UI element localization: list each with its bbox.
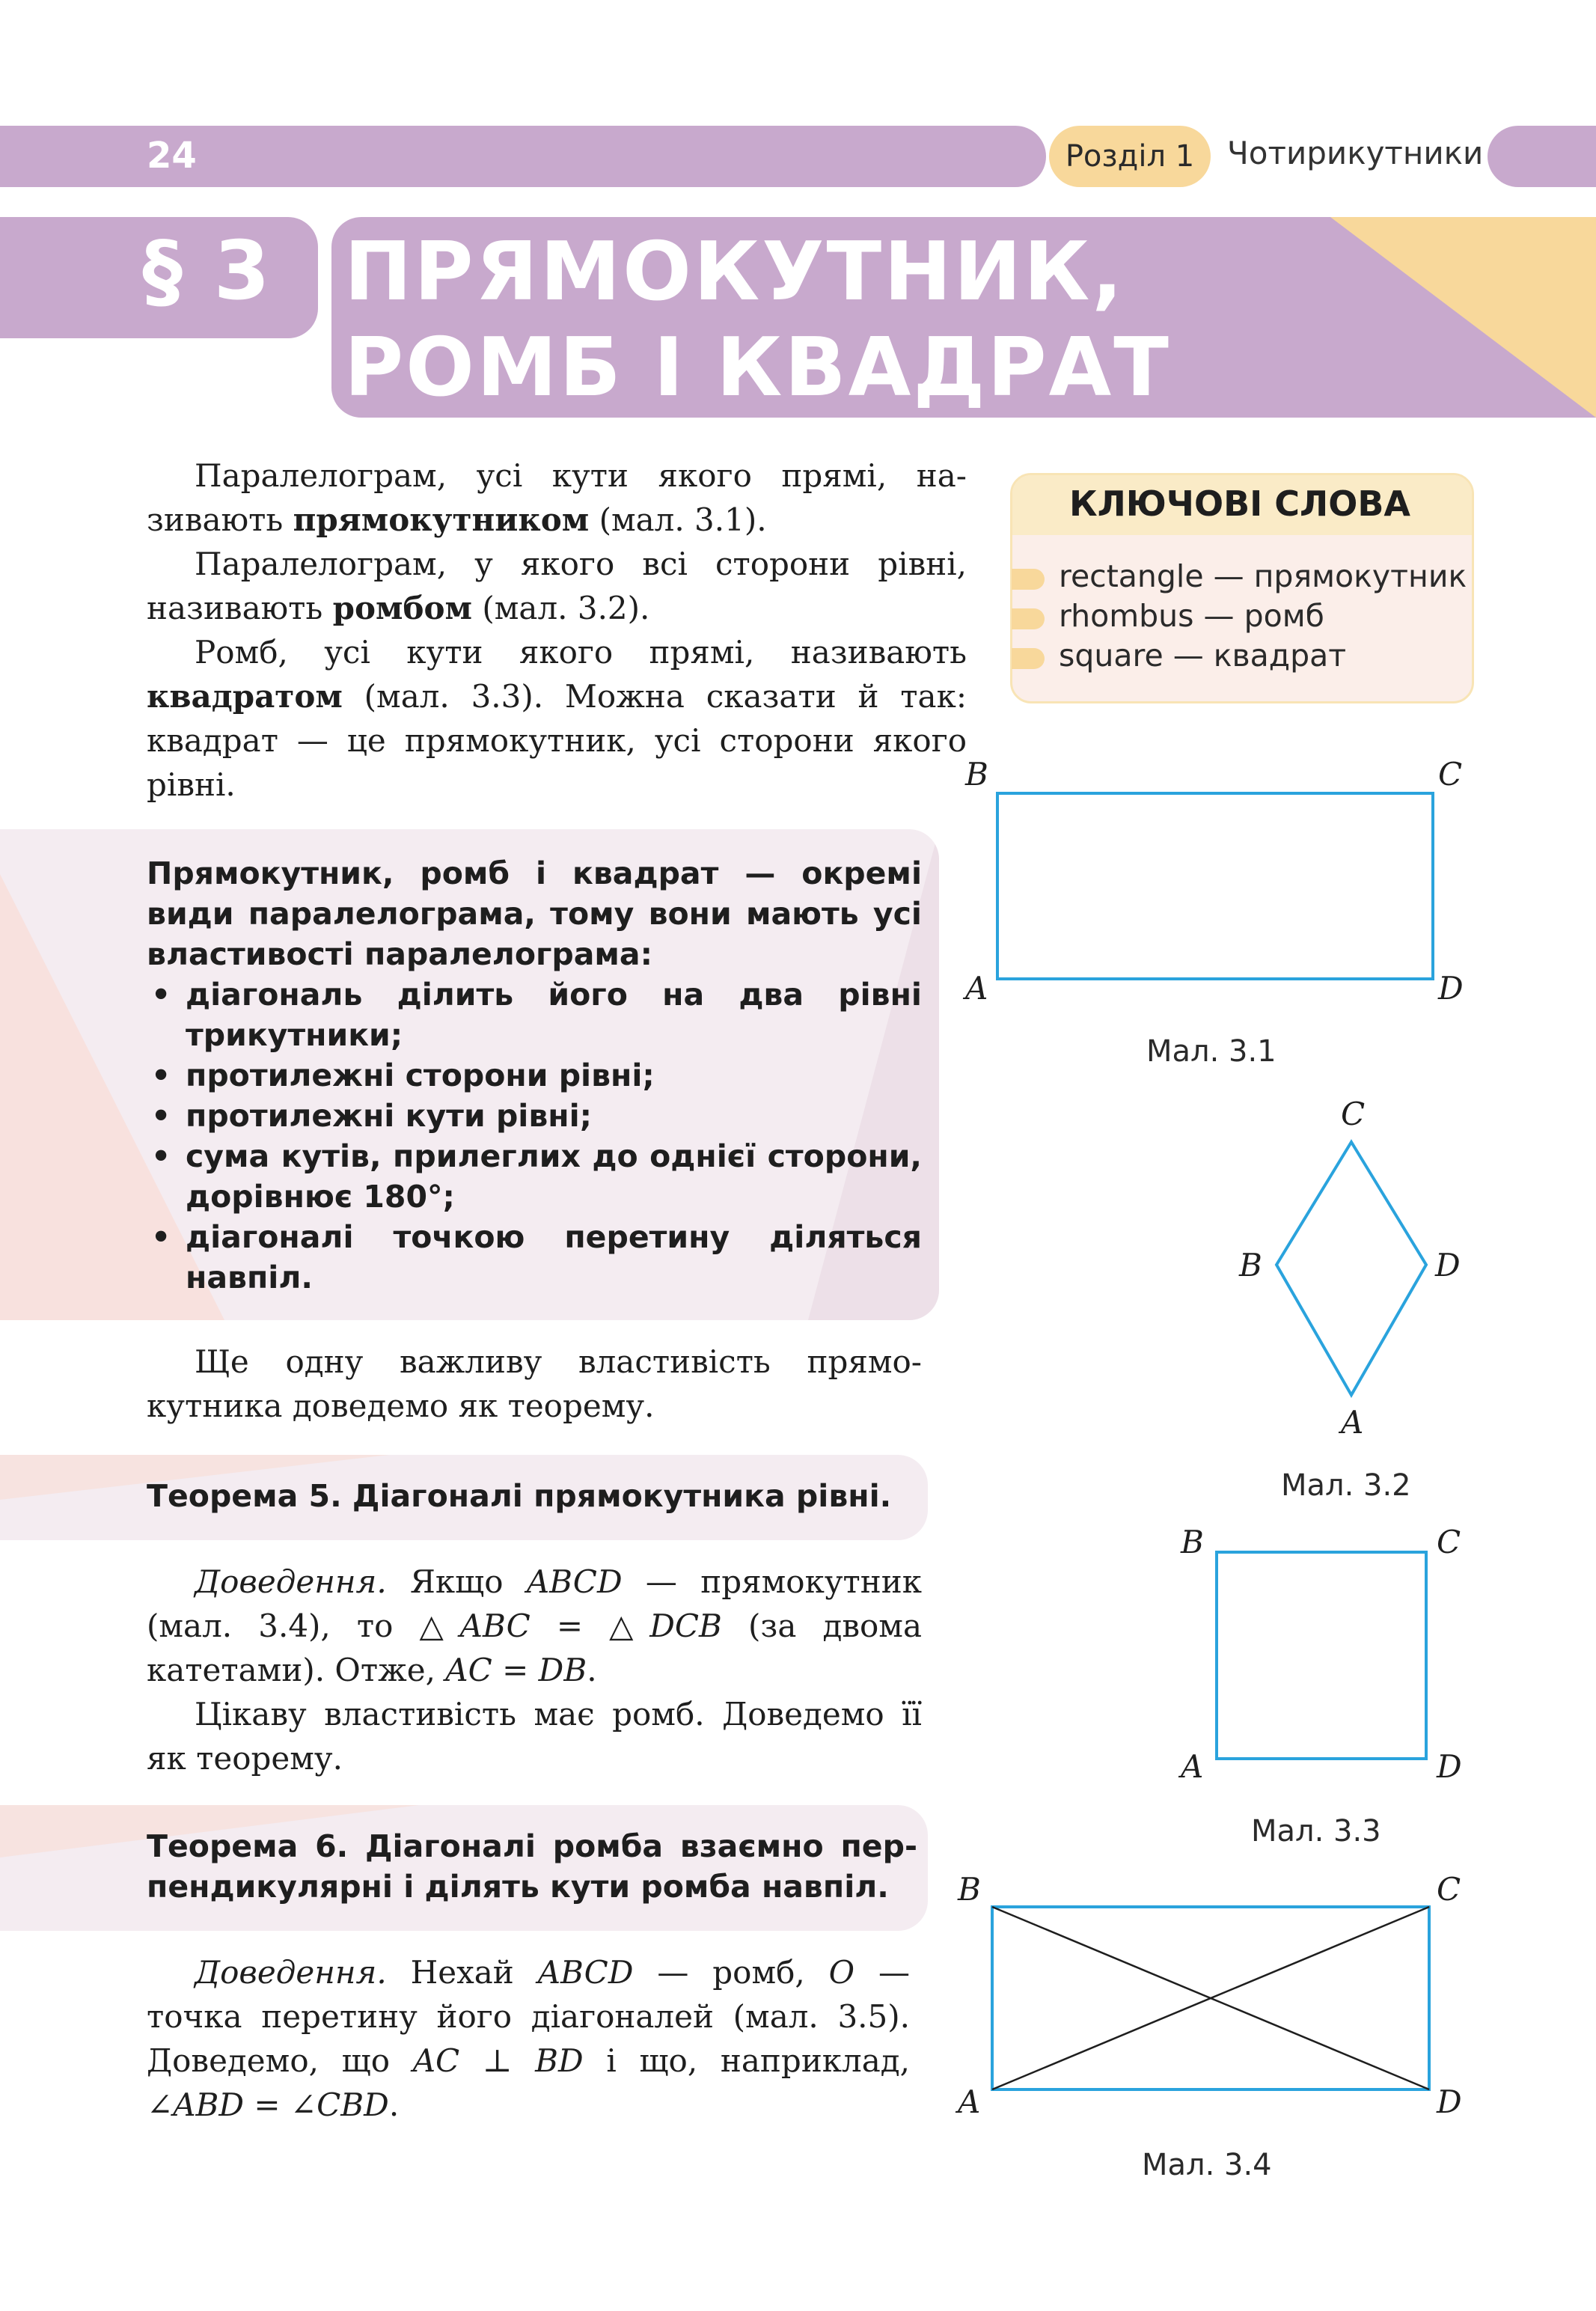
properties-list: [147, 974, 922, 1298]
vertex-label-d: D: [1435, 1247, 1461, 1283]
header-band-end: [1488, 126, 1596, 187]
figure-3-4: [988, 1893, 1452, 2110]
vertex-label-a: A: [958, 2083, 981, 2120]
property-item: • діагональ ділить його на два рівні трикутники;: [147, 974, 922, 1055]
definition-square: Ромб, усі кути якого прямі, називають квадратом (мал. 3.3). Можна сказати й так: квадрат — це прямокутник, усі сторони якого рівні.: [147, 634, 967, 803]
keyword-bullet: [1012, 608, 1045, 629]
rhombus-shape: [1277, 1142, 1426, 1395]
figure-caption: Мал. 3.2: [1281, 1468, 1411, 1503]
vertex-label-b: B: [958, 1871, 981, 1908]
property-item: • діагоналі точкою перетину діляться навпіл.: [147, 1217, 922, 1298]
section-label: Розділ 1: [1049, 126, 1211, 187]
bridge-text-1: Ще одну важливу властивість прямокутника доведемо як теорему.: [147, 1343, 922, 1424]
keyword-bullet: [1012, 569, 1045, 590]
title-decoration: [1330, 217, 1596, 418]
vertex-label-c: C: [1341, 1096, 1366, 1132]
page-title: [344, 225, 1171, 416]
page-title-line2: РОМБ І КВАДРАТ: [344, 321, 1171, 415]
keyword-item: rectangle — прямокутник: [1059, 558, 1467, 594]
page-title-line1: ПРЯМОКУТНИК,: [344, 225, 1125, 319]
vertex-label-d: D: [1437, 2083, 1462, 2120]
figure-caption: Мал. 3.1: [1146, 1034, 1277, 1069]
properties-text: [147, 853, 922, 1298]
intro-text: [147, 454, 967, 807]
figure-caption: Мал. 3.3: [1251, 1814, 1381, 1849]
properties-lead: Прямокутник, ромб і квадрат — окремі види паралелограма, тому вони мають усі властивості паралелограма:: [147, 855, 922, 972]
proof-6: Доведення. Нехай ABCD — ромб, O — точка перетину його діагоналей (мал. 3.5). Доведемо, що AC ⊥ BD і що, наприклад, ∠ABD = ∠CBD.: [147, 1954, 911, 2123]
vertex-label-b: B: [1239, 1247, 1262, 1283]
vertex-label-b: B: [965, 756, 988, 793]
keyword-item: rhombus — ромб: [1059, 598, 1324, 634]
vertex-label-c: C: [1437, 1524, 1461, 1560]
vertex-label-d: D: [1438, 970, 1464, 1007]
property-item: • протилежні сторони рівні;: [147, 1055, 922, 1096]
definition-rhombus: Паралелограм, у якого всі сторони рівні, називають ромбом (мал. 3.2).: [147, 546, 967, 626]
rectangle-shape: [997, 793, 1433, 979]
bridge-text-2: Цікаву властивість має ромб. Доведемо її як теорему.: [147, 1696, 922, 1777]
square-shape: [1217, 1552, 1426, 1759]
property-item: • протилежні кути рівні;: [147, 1096, 922, 1136]
keyword-bullet: [1012, 648, 1045, 669]
figure-3-1: [995, 786, 1459, 1003]
vertex-label-b: B: [1181, 1524, 1204, 1560]
vertex-label-c: C: [1438, 756, 1463, 793]
vertex-label-a: A: [965, 970, 988, 1007]
proof-5: Доведення. Якщо ABCD — прямокутник (мал. 3.4), то △ABC = △DCB (за двома катетами). Отже, AC = DB. Цікаву властивість має ромб. Доведемо її як теорему.: [147, 1560, 922, 1780]
keywords-title: КЛЮЧОВІ СЛОВА: [1068, 483, 1410, 524]
figure-3-2: [1272, 1130, 1437, 1407]
definition-rectangle: Паралелограм, усі кути якого прямі, називають прямокутником (мал. 3.1).: [147, 457, 967, 538]
page-number: 24: [147, 135, 197, 177]
vertex-label-a: A: [1181, 1748, 1204, 1785]
property-item: • сума кутів, прилеглих до однієї сторони, дорівнює 180°;: [147, 1136, 922, 1217]
theorem-6: Теорема 6. Діагоналі ромба взаємно перпендикулярні і ділять кути ромба навпіл.: [147, 1828, 917, 1905]
keyword-item: square — квадрат: [1059, 638, 1347, 674]
vertex-label-c: C: [1437, 1871, 1461, 1908]
figure-3-3: [1212, 1542, 1437, 1766]
figure-caption: Мал. 3.4: [1142, 2148, 1272, 2182]
vertex-label-d: D: [1437, 1748, 1462, 1785]
chapter-name: Чотирикутники: [1227, 135, 1484, 171]
paragraph-number: § 3: [142, 225, 272, 318]
theorem-5: Теорема 5. Діагоналі прямокутника рівні.: [147, 1478, 892, 1514]
vertex-label-a: A: [1341, 1404, 1364, 1441]
